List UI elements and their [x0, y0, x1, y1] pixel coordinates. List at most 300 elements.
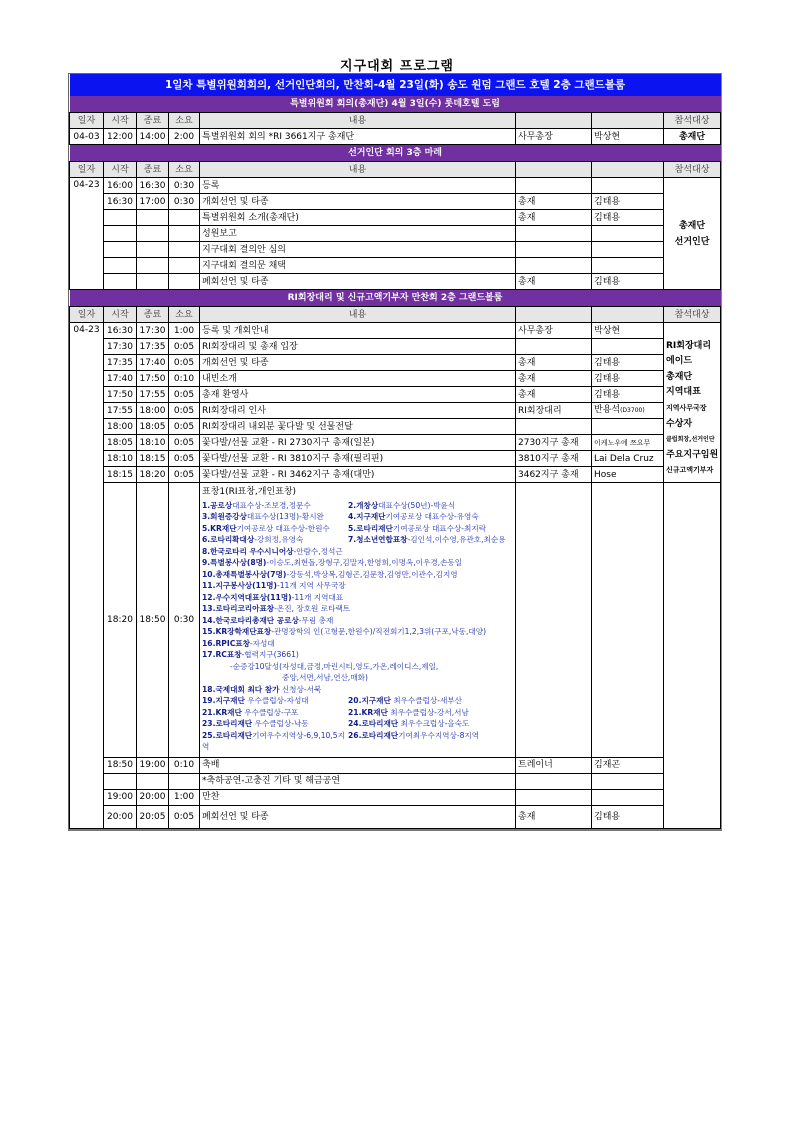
- award-name: 26.로타리재단: [348, 730, 399, 740]
- person-name: 김태용: [594, 357, 621, 368]
- attendee: 지역사무국장: [666, 403, 707, 412]
- role: [516, 242, 592, 258]
- award-item: [348, 695, 462, 707]
- content: 지구대회 결의안 심의: [200, 242, 516, 258]
- awards-heading: 표창1(RI표창,개인표창): [202, 487, 297, 497]
- duration: 0:05: [169, 435, 200, 451]
- header-role: [516, 162, 592, 178]
- award-line: [202, 626, 513, 638]
- start-time: [104, 226, 137, 242]
- start-time: [104, 258, 137, 274]
- table-row: [70, 403, 721, 419]
- start-time: 17:55: [104, 403, 137, 419]
- person: [592, 178, 664, 194]
- header-dur: 소요: [169, 307, 200, 323]
- award-name: 11.지구봉사상(11명): [202, 581, 277, 590]
- award-item: [202, 580, 346, 592]
- award-recipients: -강희정,유영숙: [254, 535, 304, 544]
- person: [592, 419, 664, 435]
- duration: [169, 274, 200, 290]
- table-row: [70, 274, 721, 290]
- duration: [169, 258, 200, 274]
- award-line: [202, 718, 513, 730]
- award-item: [202, 684, 321, 696]
- start-time: 18:20: [104, 483, 137, 758]
- content: 꽃다발/선물 교환 - RI 3462지구 총재(대만): [200, 467, 516, 483]
- header-dur: 소요: [169, 162, 200, 178]
- role: 사무총장: [516, 129, 592, 145]
- award-item: [202, 569, 458, 581]
- start-time: [104, 274, 137, 290]
- content: 특별위원회 회의 *RI 3661지구 총재단: [200, 129, 516, 145]
- award-item: [202, 695, 348, 707]
- program-table-frame: [68, 73, 722, 831]
- award-recipients: -관명장학의 인(고형문,한원수)/직전회기1,2,3위(구포,낙동,대양): [271, 627, 487, 636]
- end-time: 20:00: [137, 789, 169, 805]
- attendee: 총재단: [664, 129, 721, 145]
- end-time: 17:35: [137, 339, 169, 355]
- table-row: [70, 339, 721, 355]
- end-time: 18:10: [137, 435, 169, 451]
- role: 총재: [516, 210, 592, 226]
- duration: [169, 773, 200, 789]
- award-line: [202, 695, 513, 707]
- content: 폐회선언 및 타종: [200, 274, 516, 290]
- award-item: [202, 511, 348, 523]
- award-line: [202, 534, 513, 546]
- award-name: 15.KR장학재단표창: [202, 627, 272, 636]
- award-recipients: 최우수클럽상-강서,서남: [387, 707, 469, 717]
- table-row: [70, 789, 721, 805]
- duration: 0:05: [169, 805, 200, 828]
- attendee: 주요지구임원: [666, 449, 719, 460]
- date: 04-23: [70, 323, 104, 829]
- section1-header-row: [70, 113, 721, 129]
- role: 총재: [516, 274, 592, 290]
- start-time: [104, 773, 137, 789]
- award-name: 24.로타리재단: [348, 719, 399, 728]
- end-time: 16:30: [137, 178, 169, 194]
- person: [592, 773, 664, 789]
- award-name: 8.한국로타리 우수시니어상: [202, 546, 294, 556]
- award-item: [348, 718, 469, 730]
- award-line: [202, 500, 513, 512]
- role: 총재: [516, 387, 592, 403]
- award-recipients: 우수클럽상-낙동: [252, 719, 309, 728]
- attendee: 총재단: [666, 371, 693, 382]
- start-time: 17:30: [104, 339, 137, 355]
- role: 3810지구 총재: [516, 451, 592, 467]
- award-recipients: 기여공로상 대표수상-유영숙: [385, 512, 479, 521]
- award-name: 19.지구재단: [202, 696, 245, 705]
- end-time: 17:55: [137, 387, 169, 403]
- award-recipients: -김인석,이수영,유관호,최순용: [407, 535, 506, 544]
- duration: 0:10: [169, 371, 200, 387]
- duration: 0:05: [169, 451, 200, 467]
- end-time: 20:05: [137, 805, 169, 828]
- content: 만찬: [200, 789, 516, 805]
- award-recipients: 기여최우수지역상-8지역: [398, 730, 480, 740]
- awards-row: [70, 483, 721, 758]
- award-recipients: 대표수상(13명)-황시완: [246, 512, 324, 521]
- award-item: [348, 511, 479, 523]
- content: 내빈소개: [200, 371, 516, 387]
- award-item: [202, 730, 348, 753]
- header-start: 시작: [104, 307, 137, 323]
- content: 개회선언 및 타종: [200, 194, 516, 210]
- award-recipients: -무림 총재: [298, 615, 334, 625]
- role: [516, 178, 592, 194]
- award-name: 17.RC표창: [202, 650, 242, 659]
- person: [592, 226, 664, 242]
- person: [592, 403, 664, 419]
- award-recipients: 신청상-서북: [279, 684, 322, 694]
- award-item: [348, 500, 455, 512]
- attendee: 수상자: [666, 418, 693, 429]
- attendees-cell: [664, 178, 721, 290]
- award-item: [202, 638, 275, 650]
- person: [592, 387, 664, 403]
- role: [516, 258, 592, 274]
- award-recipients: -안람수,정석근: [293, 546, 343, 556]
- header-end: 종료: [137, 113, 169, 129]
- role: 총재: [516, 194, 592, 210]
- content: 등록 및 개회안내: [200, 323, 516, 339]
- person: [592, 483, 664, 758]
- end-time: [137, 274, 169, 290]
- table-row: [70, 194, 721, 210]
- person-name: Hose: [594, 469, 617, 480]
- award-recipients: -이승도,최현돌,장형구,김말자,한영희,이명옥,이우경,손동일: [266, 558, 463, 567]
- award-item: [202, 718, 348, 730]
- role: RI회장대리: [516, 403, 592, 419]
- content: 꽃다발/선물 교환 - RI 3810지구 총재(필리핀): [200, 451, 516, 467]
- award-recipients: 최우수크럽상-을숙도: [398, 719, 470, 728]
- end-time: 19:00: [137, 757, 169, 773]
- award-line: [202, 569, 513, 581]
- award-line: [202, 649, 513, 661]
- award-item: [348, 534, 506, 546]
- award-name: 6.로타리확대상: [202, 535, 255, 544]
- header-role: [516, 113, 592, 129]
- attendee: 클럽회장,선거인단: [666, 436, 715, 444]
- start-time: 18:50: [104, 757, 137, 773]
- person: 김태용: [592, 805, 664, 828]
- attendee: 지역대표: [666, 387, 701, 398]
- award-item: [202, 557, 462, 569]
- award-name: 10.총재특별봉사상(7명): [202, 569, 287, 579]
- content: 축배: [200, 757, 516, 773]
- role: [516, 789, 592, 805]
- award-item: [202, 649, 299, 661]
- role: [516, 339, 592, 355]
- award-recipients: 기여공로상 대표수상-최지락: [392, 523, 487, 533]
- award-name: 20.지구재단: [348, 696, 391, 705]
- header-date: 일자: [70, 162, 104, 178]
- award-name: 7.청소년연합표창: [348, 535, 408, 544]
- end-time: 18:50: [137, 483, 169, 758]
- role: 사무총장: [516, 323, 592, 339]
- award-line: [202, 707, 513, 719]
- start-time: 18:10: [104, 451, 137, 467]
- end-time: 18:15: [137, 451, 169, 467]
- duration: 1:00: [169, 323, 200, 339]
- content: 개회선언 및 타종: [200, 355, 516, 371]
- award-name: 5.KR재단: [202, 523, 237, 533]
- header-person: [592, 113, 664, 129]
- attendee: 총재단: [678, 220, 706, 231]
- person: [592, 451, 664, 467]
- start-time: 16:00: [104, 178, 137, 194]
- role: 트레이너: [516, 757, 592, 773]
- end-time: 17:30: [137, 323, 169, 339]
- person-name: 김태용: [594, 373, 621, 384]
- award-line: [202, 546, 513, 558]
- award-name: 25.로타리재단: [202, 730, 253, 740]
- rc-detail-line: [202, 672, 513, 684]
- day-banner-text: 1일차 특별위원회회의, 선거인단회의, 만찬회-4월 23일(화) 송도 원덤 그랜드 호텔 2층 그랜드볼룸: [70, 74, 721, 96]
- person-district: (D3700): [620, 407, 645, 414]
- rc-detail: 중앙,서면,서남,연산,매화): [282, 673, 368, 682]
- role: [516, 483, 592, 758]
- attendees-cell-empty: [664, 483, 721, 829]
- end-time: 18:00: [137, 403, 169, 419]
- content: RI회장대리 및 총재 입장: [200, 339, 516, 355]
- attendee: RI회장대리: [666, 340, 712, 351]
- award-line: [202, 511, 513, 523]
- award-item: [202, 546, 343, 558]
- duration: 0:10: [169, 757, 200, 773]
- award-name: 12.우수지역대표상(11명): [202, 592, 292, 602]
- start-time: 12:00: [104, 129, 137, 145]
- day-banner: [70, 74, 721, 96]
- person: 김태용: [592, 274, 664, 290]
- duration: 0:05: [169, 355, 200, 371]
- section1-banner-text: 특별위원회 회의(총재단) 4월 3일(수) 롯데호텔 도림: [70, 96, 721, 113]
- attendee: 에이드: [666, 356, 693, 367]
- content: 지구대회 결의문 채택: [200, 258, 516, 274]
- header-role: [516, 307, 592, 323]
- header-person: [592, 307, 664, 323]
- award-name: 16.RPIC표창: [202, 638, 250, 648]
- table-row: [70, 226, 721, 242]
- start-time: 17:50: [104, 387, 137, 403]
- duration: 0:05: [169, 403, 200, 419]
- award-item: [202, 707, 348, 719]
- award-recipients: 기여우수지역상-6,9,10,5지역: [202, 730, 345, 751]
- role: 총재: [516, 355, 592, 371]
- role: 3462지구 총재: [516, 467, 592, 483]
- person-name: Lai Dela Cruz: [594, 453, 654, 464]
- content: 성원보고: [200, 226, 516, 242]
- person: [592, 323, 664, 339]
- rc-detail-line: [202, 661, 513, 673]
- header-person: [592, 162, 664, 178]
- person: [592, 371, 664, 387]
- person: 김재곤: [592, 757, 664, 773]
- person: [592, 789, 664, 805]
- content: RI회장대리 내외분 꽃다발 및 선물전달: [200, 419, 516, 435]
- award-line: [202, 730, 513, 753]
- header-attendees: 참석대상: [664, 307, 721, 323]
- award-name: 23.로타리재단: [202, 719, 253, 728]
- end-time: 17:40: [137, 355, 169, 371]
- start-time: [104, 210, 137, 226]
- start-time: 16:30: [104, 194, 137, 210]
- role: 2730지구 총재: [516, 435, 592, 451]
- start-time: 18:05: [104, 435, 137, 451]
- award-recipients: 대표수상-조보경,정문수: [232, 500, 311, 510]
- award-recipients: 기여공로상 대표수상-한원수: [236, 523, 330, 533]
- award-item: [348, 707, 469, 719]
- table-row: [70, 757, 721, 773]
- table-row: [70, 323, 721, 339]
- award-name: 14.한국로타리총재단 공로상: [202, 615, 299, 625]
- duration: 2:00: [169, 129, 200, 145]
- awards-list: [200, 483, 516, 758]
- duration: [169, 242, 200, 258]
- table-row: [70, 129, 721, 145]
- award-item: [202, 500, 348, 512]
- end-time: 14:00: [137, 129, 169, 145]
- end-time: [137, 258, 169, 274]
- page-title: 지구대회 프로그램: [340, 59, 454, 74]
- award-name: 4.지구재단: [348, 512, 386, 521]
- content: 총재 환영사: [200, 387, 516, 403]
- person-name: 김태용: [594, 389, 621, 400]
- role: 총재: [516, 371, 592, 387]
- duration: 0:05: [169, 467, 200, 483]
- person-name: 이케노우에 쯔요무: [594, 438, 651, 447]
- attendee: 신규고액기부자: [666, 466, 714, 475]
- section1-banner: [70, 96, 721, 113]
- content: *축하공연-고충진 기타 및 해금공연: [200, 773, 516, 789]
- award-name: 18.국제대회 최다 참가: [202, 684, 280, 694]
- attendee: [666, 323, 718, 339]
- award-item: [348, 523, 486, 535]
- award-line: [202, 592, 513, 604]
- duration: 0:30: [169, 483, 200, 758]
- duration: 0:05: [169, 339, 200, 355]
- end-time: [137, 242, 169, 258]
- award-line: [202, 638, 513, 650]
- duration: 0:30: [169, 194, 200, 210]
- header-content: 내용: [200, 162, 516, 178]
- table-row: [70, 435, 721, 451]
- award-item: [202, 603, 350, 615]
- end-time: 18:05: [137, 419, 169, 435]
- attendee: 선거인단: [674, 236, 710, 247]
- start-time: 20:00: [104, 805, 137, 828]
- award-name: 1.공로상: [202, 500, 233, 510]
- section3-banner-text: RI회장대리 및 신규고액기부자 만찬회 2층 그랜드볼룸: [70, 290, 721, 307]
- award-name: 13.로타리코리아표창: [202, 604, 275, 613]
- award-recipients: -자성대: [249, 638, 275, 648]
- award-item: [202, 626, 486, 638]
- header-date: 일자: [70, 113, 104, 129]
- duration: 0:05: [169, 419, 200, 435]
- content: RI회장대리 인사: [200, 403, 516, 419]
- start-time: 18:00: [104, 419, 137, 435]
- section2-header-row: [70, 162, 721, 178]
- program-table: [69, 74, 721, 829]
- table-row: [70, 387, 721, 403]
- award-recipients: 우수클럽상-구포: [241, 707, 299, 717]
- award-name: 2.개창상: [348, 500, 379, 510]
- award-line: [202, 603, 513, 615]
- header-end: 종료: [137, 307, 169, 323]
- duration: [169, 226, 200, 242]
- header-end: 종료: [137, 162, 169, 178]
- award-recipients: -협력지구(3661): [241, 650, 299, 659]
- person: [592, 355, 664, 371]
- content: 등록: [200, 178, 516, 194]
- award-recipients: 최우수클럽상-새부산: [390, 696, 462, 705]
- header-attendees: 참석대상: [664, 162, 721, 178]
- end-time: [137, 210, 169, 226]
- end-time: [137, 773, 169, 789]
- table-row: [70, 451, 721, 467]
- award-recipients: -11개 지역 사무국장: [276, 581, 346, 590]
- header-date: 일자: [70, 307, 104, 323]
- person: 김태용: [592, 210, 664, 226]
- end-time: 18:20: [137, 467, 169, 483]
- award-name: 9.특별봉사상(8명): [202, 558, 267, 567]
- award-recipients: -11개 지역대표: [291, 592, 344, 602]
- award-recipients: 우수클럽상-자성대: [244, 696, 309, 705]
- start-time: 17:35: [104, 355, 137, 371]
- person: [592, 242, 664, 258]
- end-time: 17:00: [137, 194, 169, 210]
- table-row: [70, 805, 721, 828]
- header-start: 시작: [104, 113, 137, 129]
- start-time: 19:00: [104, 789, 137, 805]
- award-item: [202, 592, 343, 604]
- award-item: [202, 523, 348, 535]
- table-row: [70, 178, 721, 194]
- header-attendees: 참석대상: [664, 113, 721, 129]
- section3-banner: [70, 290, 721, 307]
- award-line: [202, 615, 513, 627]
- table-row: [70, 242, 721, 258]
- table-row: [70, 355, 721, 371]
- award-item: [202, 615, 333, 627]
- end-time: [137, 226, 169, 242]
- award-name: 5.로타리재단: [348, 523, 393, 533]
- award-line: [202, 580, 513, 592]
- role: [516, 226, 592, 242]
- award-recipients: 대표수상(50년)-박윤식: [378, 500, 456, 510]
- award-line: [202, 557, 513, 569]
- table-row: [70, 773, 721, 789]
- table-row: [70, 210, 721, 226]
- award-name: 21.KR재단: [348, 707, 388, 717]
- section3-header-row: [70, 307, 721, 323]
- section2-banner-text: 선거인단 회의 3층 마레: [70, 145, 721, 162]
- start-time: [104, 242, 137, 258]
- person: [592, 339, 664, 355]
- header-dur: 소요: [169, 113, 200, 129]
- content: 특별위원회 소개(총재단): [200, 210, 516, 226]
- date: 04-03: [70, 129, 104, 145]
- duration: 0:30: [169, 178, 200, 194]
- award-item: [202, 534, 348, 546]
- person-name: 반용석: [594, 405, 621, 415]
- attendees-cell: [664, 323, 721, 483]
- table-row: [70, 419, 721, 435]
- start-time: 17:40: [104, 371, 137, 387]
- header-content: 내용: [200, 307, 516, 323]
